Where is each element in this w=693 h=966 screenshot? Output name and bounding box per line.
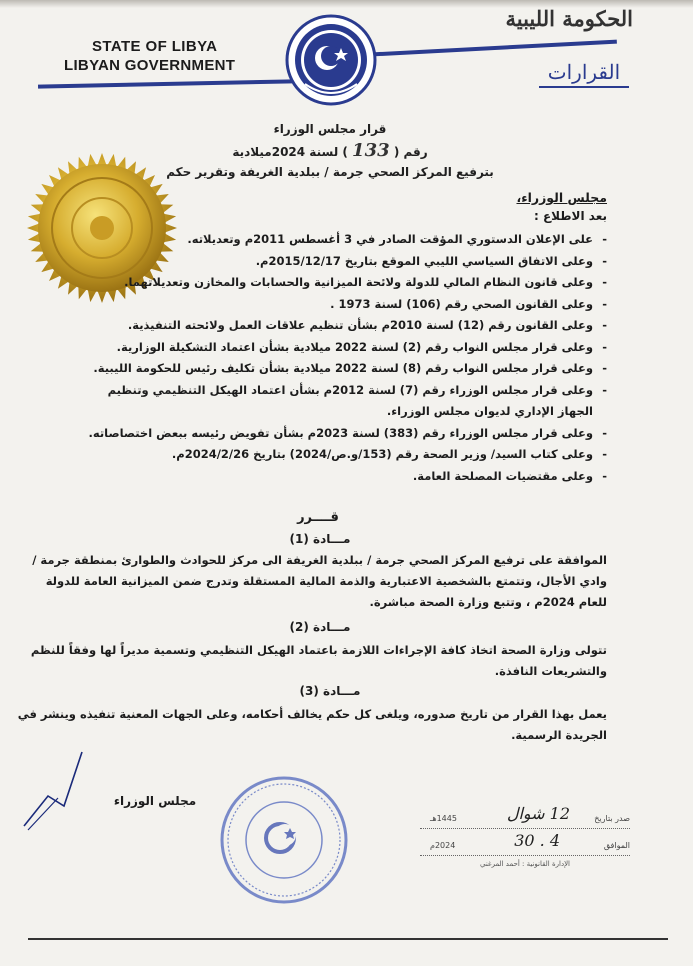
decision-issuer-title: قرار مجلس الوزراء	[273, 122, 387, 136]
gregorian-year: 2024م	[430, 841, 456, 850]
number-prefix: رقم (	[393, 145, 428, 159]
letterhead-arabic	[505, 6, 633, 31]
handwritten-mark-icon	[18, 746, 88, 836]
gregorian-handwritten: 4 . 30	[514, 831, 560, 850]
article-2-label: مـــادة (2)	[289, 620, 351, 634]
letterhead-rule-right	[372, 40, 617, 57]
signatory-label: مجلس الوزراء	[113, 794, 197, 808]
decision-title	[150, 122, 510, 179]
number-suffix: ) لسنة 2024ميلادية	[232, 145, 348, 159]
list-item: - وعلى قرار مجلس الوزراء رقم (7) لسنة 2012م بشأن اعتماد الهيكل التنظيمي وتنظيم الجهاز الإداري لديوان مجلس الوزراء.	[87, 380, 607, 423]
bottom-divider	[28, 938, 668, 940]
decision-number: 133	[352, 140, 390, 161]
government-name-en: LIBYAN GOVERNMENT	[64, 57, 236, 74]
hijri-handwritten: 12 شوال	[506, 804, 570, 823]
list-item: - وعلى القانون رقم (12) لسنة 2010م بشأن تنظيم علاقات العمل ولائحته التنفيذية.	[87, 315, 607, 337]
article-1-text: الموافقة على ترفيع المركز الصحي جرمة / ببلدية الغريفة الى مركز للحوادث والطوارئ بمنطقة جرمة / وادي الأجال، وتتمتع بالشخصية الاعتبارية والذمة المالية المستقلة وتدرج ضمن الميزانية العامة للدولة للعام 2024م ، وتتبع وزارة الصحة مباشرة.	[32, 553, 607, 609]
article-2-text: تتولى وزارة الصحة اتخاذ كافة الإجراءات اللازمة باعتماد الهيكل التنظيمي وتسمية مديراً لها وفقاً للنظم والتشريعات النافذة.	[30, 643, 607, 678]
decision-number-line	[150, 140, 510, 161]
list-item: - على الإعلان الدستوري المؤقت الصادر في 3 أغسطس 2011م وتعديلاته.	[87, 229, 607, 251]
state-name-en: STATE OF LIBYA	[92, 38, 218, 55]
after-review-label: بعد الاطلاع :	[533, 209, 607, 223]
decision-subject: بترفيع المركز الصحي جرمة / ببلدية الغريفة وتقرير حكم	[166, 165, 494, 179]
gregorian-label: الموافق	[603, 841, 630, 850]
government-name-ar-main: الحكومة الليبية	[505, 6, 633, 31]
list-item: - وعلى قرار مجلس الوزراء رقم (383) لسنة 2023م بشأن تفويض رئيسه ببعض اختصاصاته.	[87, 423, 607, 445]
list-item: - وعلى القانون الصحي رقم (106) لسنة 1973 .	[87, 294, 607, 316]
hijri-year: 1445هـ	[430, 814, 457, 823]
decided-heading: قــــرر	[297, 510, 339, 525]
article-1-label: مـــادة (1)	[289, 532, 351, 546]
government-name-ar	[505, 6, 633, 31]
official-stamp-icon	[216, 772, 352, 908]
hijri-label: صدر بتاريخ	[594, 814, 630, 823]
hijri-date-row	[420, 806, 630, 829]
list-item: - وعلى قانون النظام المالي للدولة ولائحة الميزانية والحسابات والمخازن وتعديلاتهما.	[87, 272, 607, 294]
legal-basis-list	[87, 229, 607, 487]
article-3-label: مـــادة (3)	[299, 684, 361, 698]
list-item: - وعلى الاتفاق السياسي الليبي الموقع بتاريخ 2015/12/17م.	[87, 251, 607, 273]
list-item: - وعلى قرار مجلس النواب رقم (8) لسنة 2022 ميلادية بشأن تكليف رئيس للحكومة الليبية.	[87, 358, 607, 380]
government-emblem-icon	[285, 14, 377, 106]
issue-date-block	[420, 806, 630, 868]
article-3-text: يعمل بهذا القرار من تاريخ صدوره، ويلغى كل حكم يخالف أحكامه، وعلى الجهات المعنية تنفيذه وينشر في الجريدة الرسمية.	[17, 707, 607, 742]
list-item: - وعلى مقتضيات المصلحة العامة.	[87, 466, 607, 488]
letterhead-rule-left	[38, 79, 293, 88]
gregorian-date-row	[420, 833, 630, 856]
list-item: - وعلى كتاب السيد/ وزير الصحة رقم (153/و.ص/2024) بتاريخ 2024/2/26م.	[87, 444, 607, 466]
letterhead-english	[64, 38, 254, 74]
legal-office-note: الإدارة القانونية : أحمد المرغني	[479, 860, 571, 868]
preamble	[87, 190, 607, 487]
issuer-label: مجلس الوزراء،	[516, 190, 607, 205]
list-item: - وعلى قرار مجلس النواب رقم (2) لسنة 2022 ميلادية بشأن اعتماد التشكيلة الوزارية.	[87, 337, 607, 359]
decisions-label: القرارات	[539, 60, 629, 88]
